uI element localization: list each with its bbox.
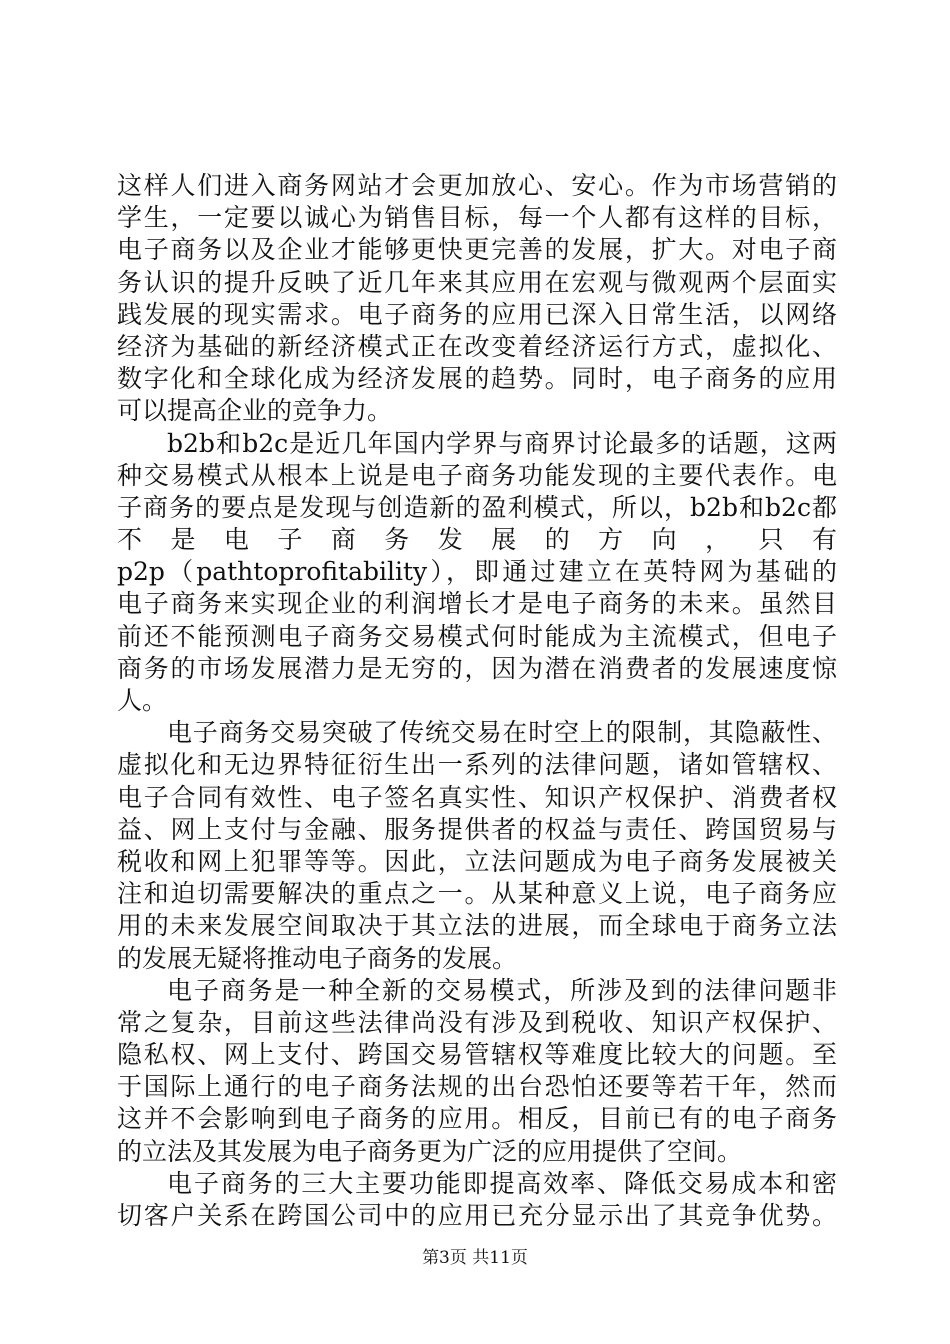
text-line: 电子合同有效性、电子签名真实性、知识产权保护、消费者权 <box>117 782 837 812</box>
text-line: 切客户关系在跨国公司中的应用已充分显示出了其竞争优势。 <box>117 1201 837 1230</box>
text-line: 不 是 电 子 商 务 发 展 的 方 向 ， 只 有 <box>117 525 837 555</box>
text-line: 数字化和全球化成为经济发展的趋势。同时，电子商务的应用 <box>117 364 837 394</box>
text-line: 种交易模式从根本上说是电子商务功能发现的主要代表作。电 <box>117 460 837 490</box>
text-line: p2p（pathtoprofitability），即通过建立在英特网为基础的 <box>117 557 837 587</box>
text-line: 前还不能预测电子商务交易模式何时能成为主流模式，但电子 <box>117 621 837 651</box>
text-line: 电子商务交易突破了传统交易在时空上的限制，其隐蔽性、 <box>167 718 837 748</box>
text-line: 子商务的要点是发现与创造新的盈利模式，所以，b2b和b2c都 <box>117 492 837 522</box>
text-line: 电子商务以及企业才能够更快更完善的发展，扩大。对电子商 <box>117 235 837 265</box>
text-line: 的发展无疑将推动电子商务的发展。 <box>117 943 518 973</box>
page-number-footer: 第3页 共11页 <box>422 1248 528 1268</box>
text-line: 税收和网上犯罪等等。因此，立法问题成为电子商务发展被关 <box>117 846 837 876</box>
text-line: 学生，一定要以诚心为销售目标，每一个人都有这样的目标， <box>117 203 837 233</box>
text-line: 常之复杂，目前这些法律尚没有涉及到税收、知识产权保护、 <box>117 1007 837 1037</box>
text-line: 商务的市场发展潜力是无穷的，因为潜在消费者的发展速度惊 <box>117 653 837 683</box>
text-line: 虚拟化和无边界特征衍生出一系列的法律问题，诸如管辖权、 <box>117 750 837 780</box>
text-line: 隐私权、网上支付、跨国交易管辖权等难度比较大的问题。至 <box>117 1040 837 1070</box>
text-line: 注和迫切需要解决的重点之一。从某种意义上说，电子商务应 <box>117 879 837 909</box>
text-line: 益、网上支付与金融、服务提供者的权益与责任、跨国贸易与 <box>117 814 837 844</box>
text-line: 经济为基础的新经济模式正在改变着经济运行方式，虚拟化、 <box>117 331 837 361</box>
text-line: 电子商务的三大主要功能即提高效率、降低交易成本和密 <box>167 1168 837 1198</box>
text-line: 电子商务是一种全新的交易模式，所涉及到的法律问题非 <box>167 975 837 1005</box>
text-line: 务认识的提升反映了近几年来其应用在宏观与微观两个层面实 <box>117 267 837 297</box>
text-line: 这并不会影响到电子商务的应用。相反，目前已有的电子商务 <box>117 1104 837 1134</box>
text-line: 人。 <box>117 686 168 715</box>
text-line: 可以提高企业的竞争力。 <box>117 396 393 426</box>
text-line: 电子商务来实现企业的利润增长才是电子商务的未来。虽然目 <box>117 589 837 619</box>
text-line: 的立法及其发展为电子商务更为广泛的应用提供了空间。 <box>117 1136 743 1166</box>
text-line: 用的未来发展空间取决于其立法的进展，而全球电于商务立法 <box>117 911 837 941</box>
text-line: 这样人们进入商务网站才会更加放心、安心。作为市场营销的 <box>117 171 837 200</box>
text-line: 践发展的现实需求。电子商务的应用已深入日常生活，以网络 <box>117 299 837 329</box>
body-text <box>117 170 837 1232</box>
text-line: b2b和b2c是近几年国内学界与商界讨论最多的话题，这两 <box>167 428 837 458</box>
text-line: 于国际上通行的电子商务法规的出台恐怕还要等若干年，然而 <box>117 1072 837 1102</box>
